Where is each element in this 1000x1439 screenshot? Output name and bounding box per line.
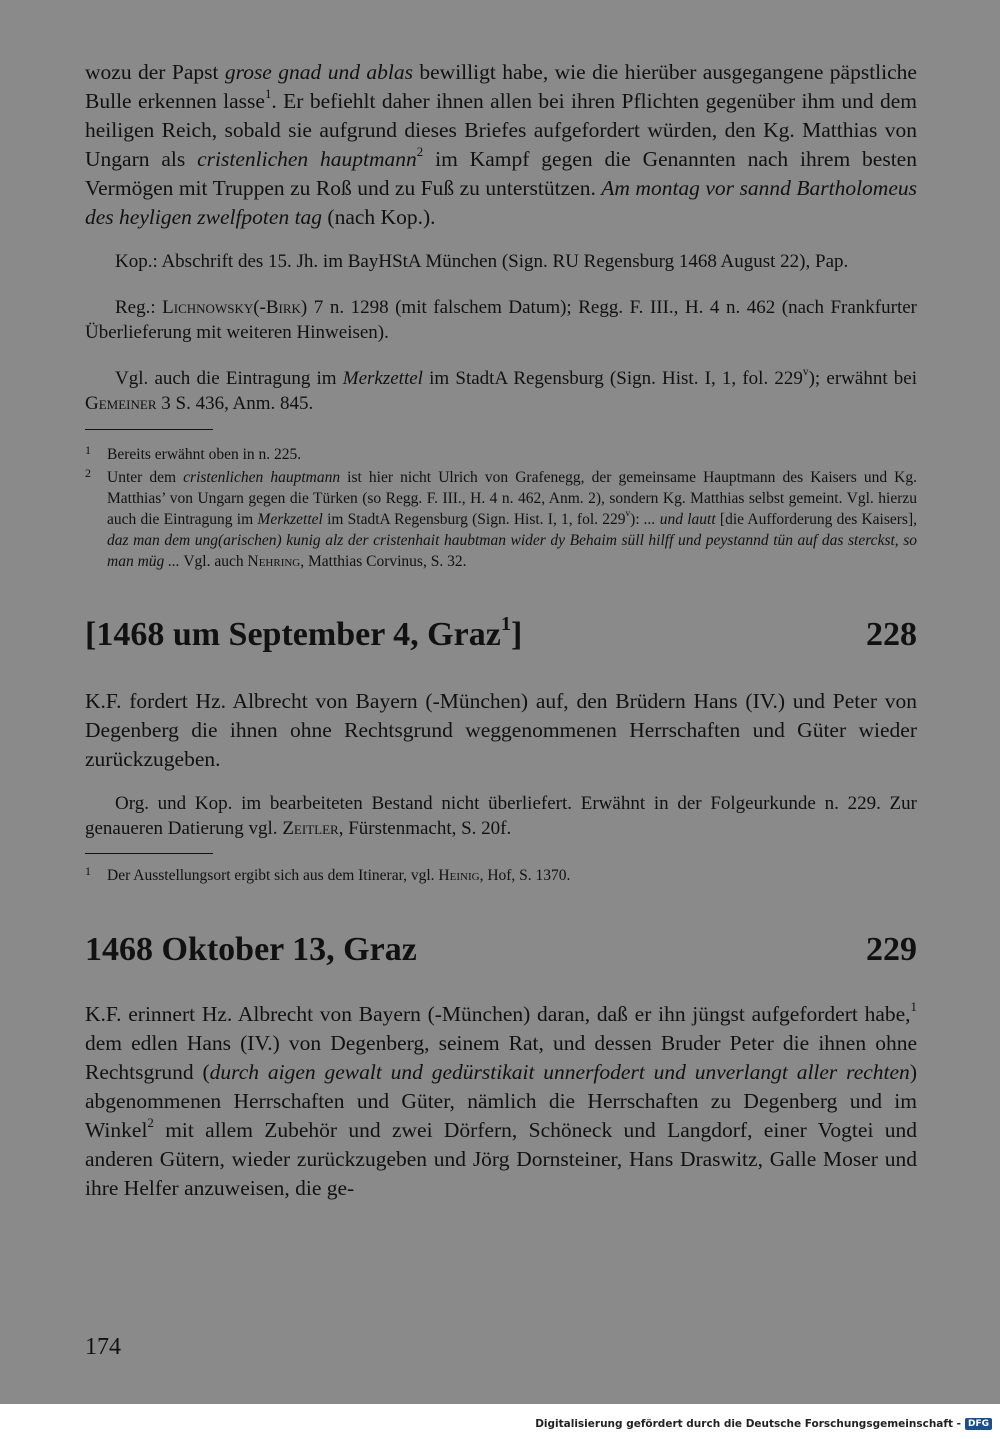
footnote-ref[interactable]: 1 — [264, 86, 272, 101]
text-run: , Matthias Corvinus, S. 32. — [300, 553, 467, 570]
text-run: , Hof, S. 1370. — [479, 867, 571, 884]
text-run: Vgl. auch die Eintragung im — [115, 368, 343, 389]
kop-note: Kop.: Abschrift des 15. Jh. im BayHStA München (Sign. RU Regensburg 1468 August 22), Pap. — [115, 251, 849, 272]
regest-228: K.F. fordert Hz. Albrecht von Bayern (-München) auf, den Brüdern Hans (IV.) und Peter von Degenberg die ihnen ohne Rechtsgrund weggenommenen Herrschaften und Güter wieder zurückzugeben. — [85, 689, 917, 771]
vgl-note — [85, 366, 917, 416]
text-run: , Fürstenmacht, S. 20f. — [338, 818, 512, 839]
text-run: im Kampf gegen die Genannten nach ihrem besten Vermögen mit Truppen zu Roß und zu Fuß zu unterstützen. — [85, 147, 917, 200]
text-run: [1468 um September 4, Graz — [85, 616, 501, 653]
quote-italic: Merkzettel — [257, 511, 323, 528]
text-run: bewilligt habe, wie die hierüber ausgegangene päpstliche Bulle erkennen lasse — [85, 60, 917, 113]
footnote-ref[interactable]: 2 — [416, 144, 424, 159]
text-run: Org. und Kop. im bearbeiteten Bestand nicht überliefert. Erwähnt in der Folgeurkunde n. 229. Zur genaueren Datierung vgl. — [85, 793, 917, 839]
text-run: mit allem Zubehör und zwei Dörfern, Schöneck und Langdorf, einer Vogtei und anderen Gütern, wieder zurückzugeben und Jörg Dornsteiner, Hans Draswitz, Galle Moser und ihre Helfer anzuweisen, die ge- — [85, 1118, 917, 1200]
text-run: K.F. erinnert Hz. Albrecht von Bayern (-München) daran, daß er ihn jüngst aufgefordert habe, — [85, 1002, 911, 1026]
footnote-divider — [85, 429, 213, 430]
entry-number: 228 — [866, 616, 917, 653]
footnote-1 — [85, 444, 917, 465]
dfg-footer — [535, 1418, 992, 1430]
text-run: 3 S. 436, Anm. 845. — [156, 393, 314, 414]
regest-229 — [85, 1000, 917, 1203]
text-run: dem edlen Hans (IV.) von Degenberg, seinem Rat, und dessen Bruder Peter die ihnen ohne Rechtsgrund ( — [85, 1031, 917, 1084]
text-run: wozu der Papst — [85, 60, 225, 84]
heading-229 — [85, 930, 917, 970]
footnote-divider — [85, 853, 213, 854]
text-run: (nach Kop.). — [322, 205, 436, 229]
text-run: [die Aufforderung des Kaisers], — [715, 511, 918, 528]
quote-italic: daz man dem ung(arischen) kunig alz der cristenhait haubtman wider dy Behaim süll hilff und peystannd tün auf das sterckst, so man müg ... — [107, 532, 917, 570]
text-run: 7 n. 1298 (mit falschem Datum); Regg. F. III., H. 4 n. 462 (nach Frankfurter Überlieferung mit weiteren Hinweisen). — [85, 297, 917, 343]
entry-number: 229 — [866, 931, 917, 968]
author-smallcaps: Lichnowsky(-Birk) — [162, 297, 308, 318]
paragraph-227-continuation — [85, 58, 917, 232]
text-run: im StadtA Regensburg (Sign. Hist. I, 1, fol. 229 — [422, 368, 803, 389]
quote-italic: ... und lautt — [643, 511, 716, 528]
footnote-ref[interactable]: 1 — [910, 999, 917, 1014]
quote-italic: cristenlichen hauptmann — [183, 469, 341, 486]
author-smallcaps: Nehring — [247, 553, 301, 570]
quote-italic: cristenlichen hauptmann — [197, 147, 417, 171]
text-run: ): — [630, 511, 644, 528]
heading-228 — [85, 612, 917, 655]
footnote-number: 1 — [85, 864, 91, 878]
footnote-number: 1 — [85, 443, 91, 457]
org-note-228 — [85, 791, 917, 841]
text-run: ] — [511, 616, 523, 653]
footnote-ref[interactable]: 2 — [147, 1115, 154, 1130]
text-run: . Er befiehlt daher ihnen allen bei ihren Pflichten gegenüber ihm und dem heiligen Reich, sobald sie aufgrund dieses Briefes aufgefordert würden, den Kg. Matthias von Ungarn als — [85, 89, 917, 171]
footnote-number: 2 — [85, 466, 91, 480]
dfg-footer-text: Digitalisierung gefördert durch die Deutsche Forschungsgemeinschaft - — [535, 1418, 961, 1430]
reg-note — [85, 295, 917, 345]
superscript: v — [625, 509, 631, 520]
quote-italic: grose gnad und ablas — [224, 60, 413, 84]
author-smallcaps: Gemeiner — [85, 393, 157, 414]
text-run: ) abgenommenen Herrschaften und Güter, nämlich die Herrschaften zu Degenberg und im Winkel — [85, 1060, 917, 1142]
text-run: ); erwähnt bei — [808, 368, 918, 389]
footnote-text: Bereits erwähnt oben in n. 225. — [107, 446, 302, 463]
heading-title: 1468 Oktober 13, Graz — [85, 931, 417, 968]
text-run: im StadtA Regensburg (Sign. Hist. I, 1, fol. 229 — [322, 511, 626, 528]
dfg-logo-icon: DFG — [965, 1418, 992, 1430]
page-number: 174 — [85, 1334, 121, 1360]
quote-italic: durch aigen gewalt und gedürstikait unnerfodert und unverlangt aller rechten — [209, 1060, 910, 1084]
footnote-228-1 — [85, 865, 917, 886]
superscript: v — [802, 365, 809, 378]
text-run: Vgl. auch — [179, 553, 248, 570]
text-run: Der Ausstellungsort ergibt sich aus dem Itinerar, vgl. — [107, 867, 439, 884]
text-run: Unter dem — [107, 469, 184, 486]
author-smallcaps: Zeitler — [282, 818, 339, 839]
footnote-2 — [85, 467, 917, 572]
text-run: ist hier nicht Ulrich von Grafenegg, der gemeinsame Hauptmann des Kaisers und Kg. Matthias’ von Ungarn gegen die Türken (so Regg. F. III., H. 4 n. 462, Anm. 2), sondern Kg. Matthias selbst gemeint. Vgl. hierzu auch die Eintragung im — [107, 469, 917, 528]
heading-title — [85, 612, 523, 655]
page-content — [85, 58, 917, 1203]
text-run: Reg.: — [115, 297, 163, 318]
author-smallcaps: Heinig — [438, 867, 480, 884]
date-quote-italic: Am montag vor sannd Bartholomeus des heyligen zwelfpoten tag — [85, 176, 917, 229]
footnote-ref[interactable]: 1 — [500, 612, 512, 635]
quote-italic: Merkzettel — [342, 368, 423, 389]
